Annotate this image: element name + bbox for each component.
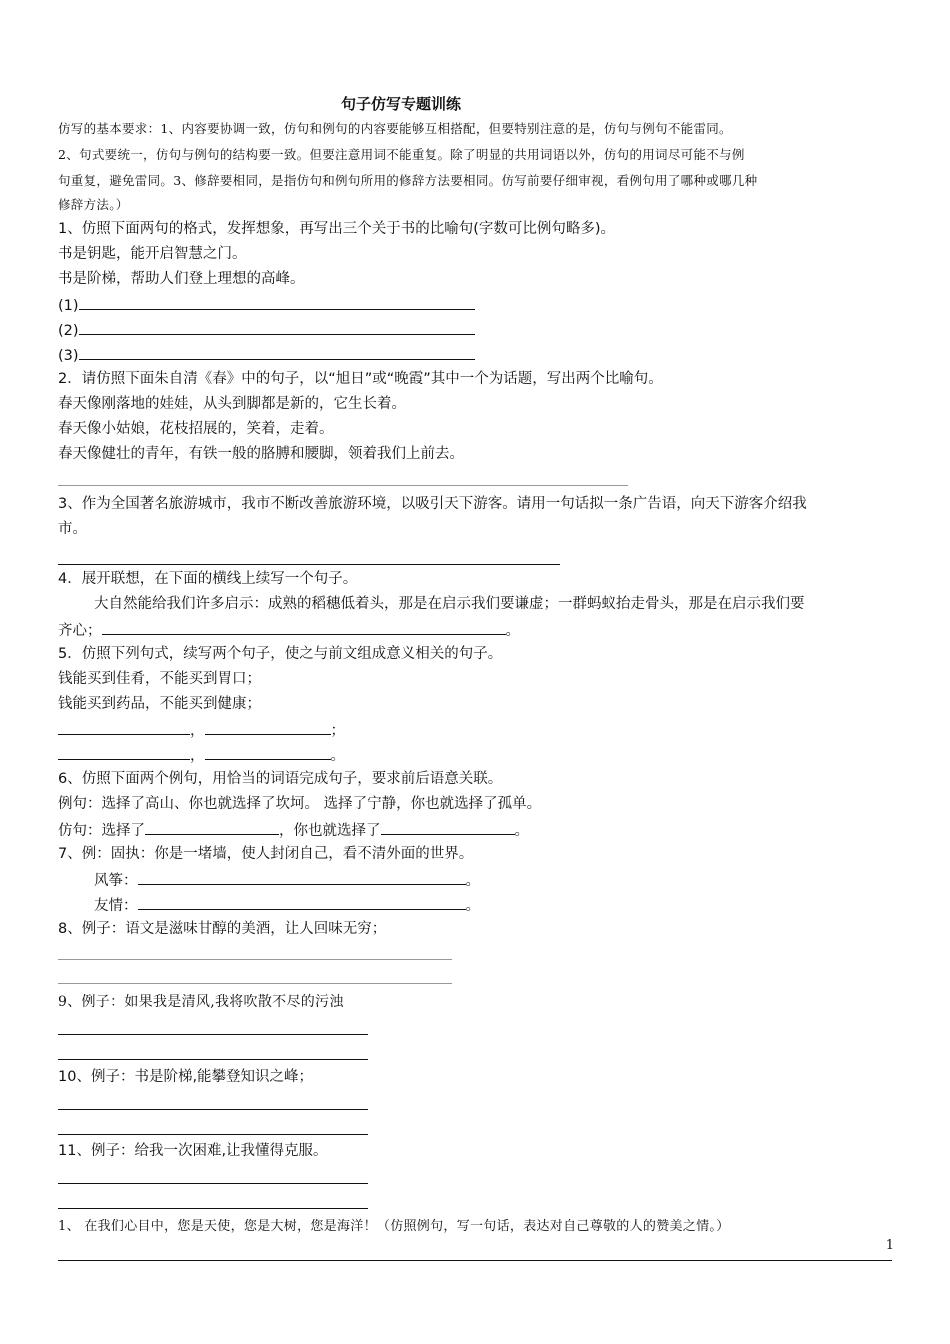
q6-imitate-mid: ，你也就选择了 <box>279 823 381 839</box>
q5-answer-row-1 <box>58 717 345 741</box>
q4-answer-row <box>58 617 520 641</box>
q2-example-1: 春天像刚落地的娃娃，从头到脚都是新的，它生长着。 <box>58 396 406 412</box>
q6-example: 例句：选择了高山、你也就选择了坎坷。 选择了宁静，你也就选择了孤单。 <box>58 796 542 812</box>
q12-prompt: 1、 在我们心目中，您是天使，您是大树，您是海洋！（仿照例句，写一句话，表达对自己尊敬的人的赞美之情。） <box>58 1219 730 1234</box>
q5-comma: ， <box>190 748 205 764</box>
q7-answer-row-1 <box>94 867 480 891</box>
q4-prompt: 4．展开联想，在下面的横线上续写一个句子。 <box>58 571 358 587</box>
q2-example-2: 春天像小姑娘，花枝招展的，笑着，走着。 <box>58 421 334 437</box>
q1-answer-row <box>58 317 475 341</box>
q5-semicolon: ； <box>330 723 345 739</box>
q5-period: 。 <box>330 748 345 764</box>
page-number: 1 <box>885 1238 894 1253</box>
q2-example-3: 春天像健壮的青年，有铁一般的胳膊和腰脚，领着我们上前去。 <box>58 446 464 462</box>
q5-comma: ， <box>190 723 205 739</box>
q6-period: 。 <box>514 823 529 839</box>
q4-period: 。 <box>505 623 520 639</box>
q7-period: 。 <box>465 898 480 914</box>
q5-blank-2b[interactable] <box>205 742 331 760</box>
q8-answer-line-2[interactable] <box>58 983 452 984</box>
q8-answer-line-1[interactable] <box>58 959 452 960</box>
q1-answer-blank-3[interactable] <box>79 342 475 360</box>
intro-line-4: 修辞方法。） <box>58 197 129 212</box>
q2-prompt: 2．请仿照下面朱自清《春》中的句子，以“旭日”或“晚霞”其中一个为话题，写出两个比喻句。 <box>58 371 663 387</box>
q1-example-1: 书是钥匙，能开启智慧之门。 <box>58 246 247 262</box>
q7-blank-kite[interactable] <box>138 867 466 885</box>
q1-answer-row <box>58 342 475 366</box>
q1-answer-row <box>58 292 475 316</box>
q12-answer-line[interactable] <box>58 1260 892 1261</box>
q7-answer-row-2 <box>94 892 480 916</box>
q3-answer-line[interactable] <box>58 564 560 565</box>
q3-prompt-line-1: 3、作为全国著名旅游城市，我市不断改善旅游环境，以吸引天下游客。请用一句话拟一条广告语，向天下游客介绍我 <box>58 496 807 512</box>
intro-line-3: 句重复，避免雷同。3、修辞要相同，是指仿句和例句所用的修辞方法要相同。仿写前要仔细审视，看例句用了哪种或哪几种 <box>58 173 758 188</box>
q5-example-1: 钱能买到佳肴，不能买到胃口； <box>58 671 261 687</box>
q10-answer-line-2[interactable] <box>58 1134 368 1135</box>
q6-answer-row <box>58 817 529 841</box>
q7-prompt: 7、例：固执：你是一堵墙，使人封闭自己，看不清外面的世界。 <box>58 846 474 862</box>
q9-answer-line-2[interactable] <box>58 1059 368 1060</box>
q10-prompt: 10、例子：书是阶梯,能攀登知识之峰； <box>58 1069 314 1085</box>
q6-prompt: 6、仿照下面两个例句，用恰当的词语完成句子，要求前后语意关联。 <box>58 771 503 787</box>
q1-answer-label: (3) <box>58 348 79 364</box>
q5-blank-2a[interactable] <box>58 742 190 760</box>
q1-answer-label: (1) <box>58 298 79 314</box>
q7-period: 。 <box>465 873 480 889</box>
intro-line-2: 2、句式要统一，仿句与例句的结构要一致。但要注意用词不能重复。除了明显的共用词语以外，仿句的用词尽可能不与例 <box>58 147 745 162</box>
q9-prompt: 9、例子：如果我是清风,我将吹散不尽的污浊 <box>58 994 344 1010</box>
q1-answer-blank-1[interactable] <box>79 292 475 310</box>
q6-imitate-start: 仿句：选择了 <box>58 823 145 839</box>
q8-prompt: 8、例子：语文是滋味甘醇的美酒，让人回味无穷； <box>58 921 387 937</box>
q4-answer-blank[interactable] <box>102 617 506 635</box>
q5-blank-1b[interactable] <box>205 717 331 735</box>
q7-item-kite: 风筝： <box>94 873 138 889</box>
q2-answer-line[interactable] <box>58 485 628 486</box>
q6-blank-1[interactable] <box>145 817 279 835</box>
q6-blank-2[interactable] <box>381 817 515 835</box>
q1-answer-blank-2[interactable] <box>79 317 475 335</box>
q4-text-line-1: 大自然能给我们许多启示：成熟的稻穗低着头，那是在启示我们要谦虚；一群蚂蚁抬走骨头，那是在启示我们要 <box>94 596 805 612</box>
q5-prompt: 5．仿照下列句式，续写两个句子，使之与前文组成意义相关的句子。 <box>58 646 503 662</box>
intro-line-1: 仿写的基本要求：1、内容要协调一致，仿句和例句的内容要能够互相搭配，但要特别注意的是，仿句与例句不能雷同。 <box>58 121 732 136</box>
q5-example-2: 钱能买到药品，不能买到健康； <box>58 696 261 712</box>
q1-prompt: 1、仿照下面两句的格式，发挥想象，再写出三个关于书的比喻句(字数可比例句略多)。 <box>58 221 616 237</box>
q1-answer-label: (2) <box>58 323 79 339</box>
q5-answer-row-2 <box>58 742 345 766</box>
q9-answer-line-1[interactable] <box>58 1034 368 1035</box>
q5-blank-1a[interactable] <box>58 717 190 735</box>
page-title: 句子仿写专题训练 <box>341 95 462 113</box>
q3-prompt-line-2: 市。 <box>58 521 87 537</box>
q11-answer-line-2[interactable] <box>58 1208 368 1209</box>
q7-blank-friendship[interactable] <box>138 892 466 910</box>
q11-answer-line-1[interactable] <box>58 1183 368 1184</box>
q1-example-2: 书是阶梯，帮助人们登上理想的高峰。 <box>58 271 305 287</box>
q10-answer-line-1[interactable] <box>58 1109 368 1110</box>
q4-text-line-2: 齐心； <box>58 623 102 639</box>
q11-prompt: 11、例子：给我一次困难,让我懂得克服。 <box>58 1143 328 1159</box>
q7-item-friendship: 友情： <box>94 898 138 914</box>
